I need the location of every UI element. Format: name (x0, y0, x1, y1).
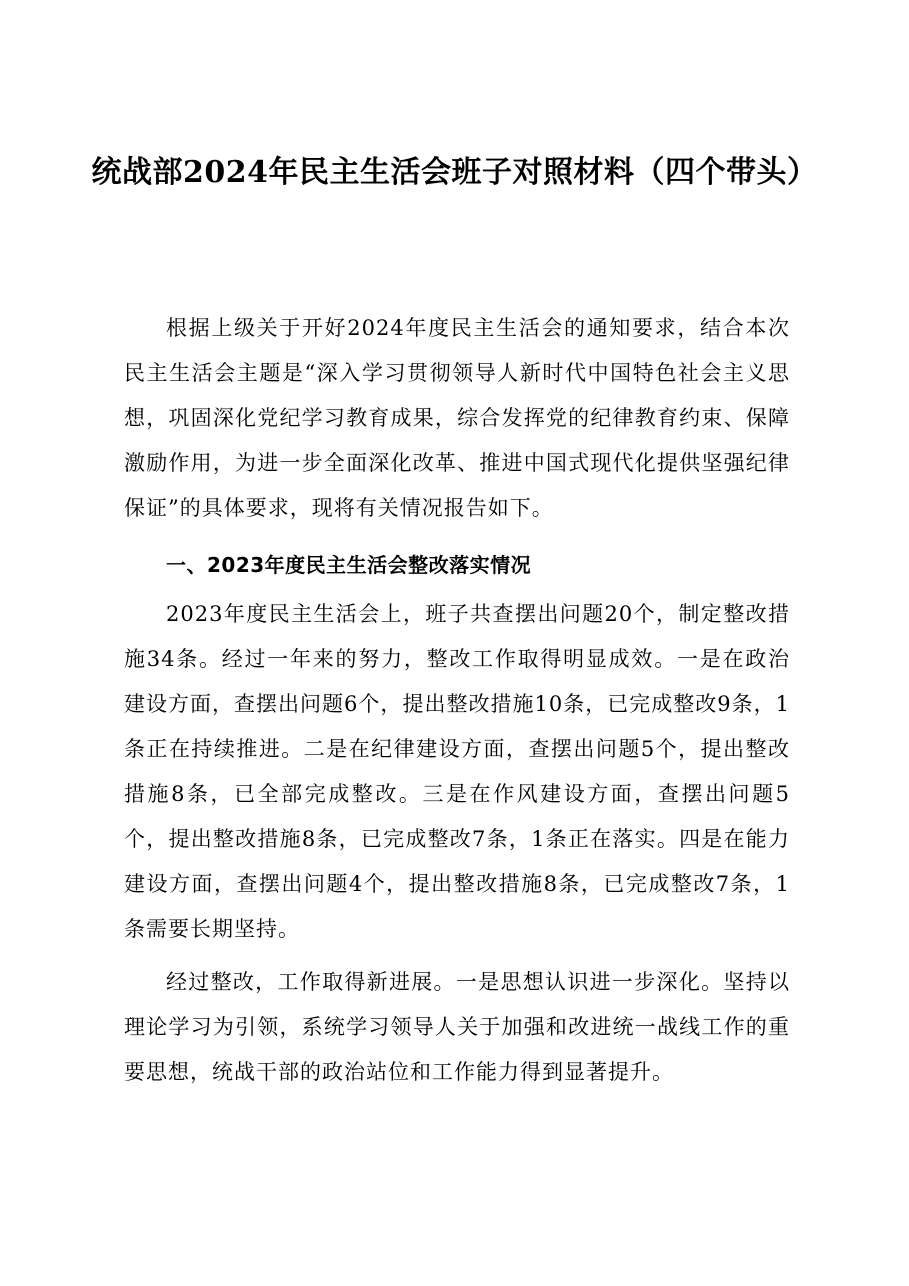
section-paragraph: 经过整改，工作取得新进展。一是思想认识进一步深化。坚持以理论学习为引领，系统学习领导人关于加强和改进统一战线工作的重要思想，统战干部的政治站位和工作能力得到显著提升。 (124, 970, 790, 1084)
document-title: 统战部2024年民主生活会班子对照材料（四个带头） (91, 155, 818, 190)
section-heading: 一、2023年度民主生活会整改落实情况 (166, 553, 532, 577)
document-body (124, 306, 790, 1103)
section-paragraph: 2023年度民主生活会上，班子共查摆出问题20个，制定整改措施34条。经过一年来的努力，整改工作取得明显成效。一是在政治建设方面，查摆出问题6个，提出整改措施10条，已完成整改9条，1条正在持续推进。二是在纪律建设方面，查摆出问题5个，提出整改措施8条，已全部完成整改。三是在作风建设方面，查摆出问题5个，提出整改措施8条，已完成整改7条，1条正在落实。四是在能力建设方面，查摆出问题4个，提出整改措施8条，已完成整改7条，1条需要长期坚持。 (124, 602, 790, 941)
intro-paragraph: 根据上级关于开好2024年度民主生活会的通知要求，结合本次民主生活会主题是“深入学习贯彻领导人新时代中国特色社会主义思想，巩固深化党纪学习教育成果，综合发挥党的纪律教育约束、保障激励作用，为进一步全面深化改革、推进中国式现代化提供坚强纪律保证”的具体要求，现将有关情况报告如下。 (124, 316, 790, 520)
